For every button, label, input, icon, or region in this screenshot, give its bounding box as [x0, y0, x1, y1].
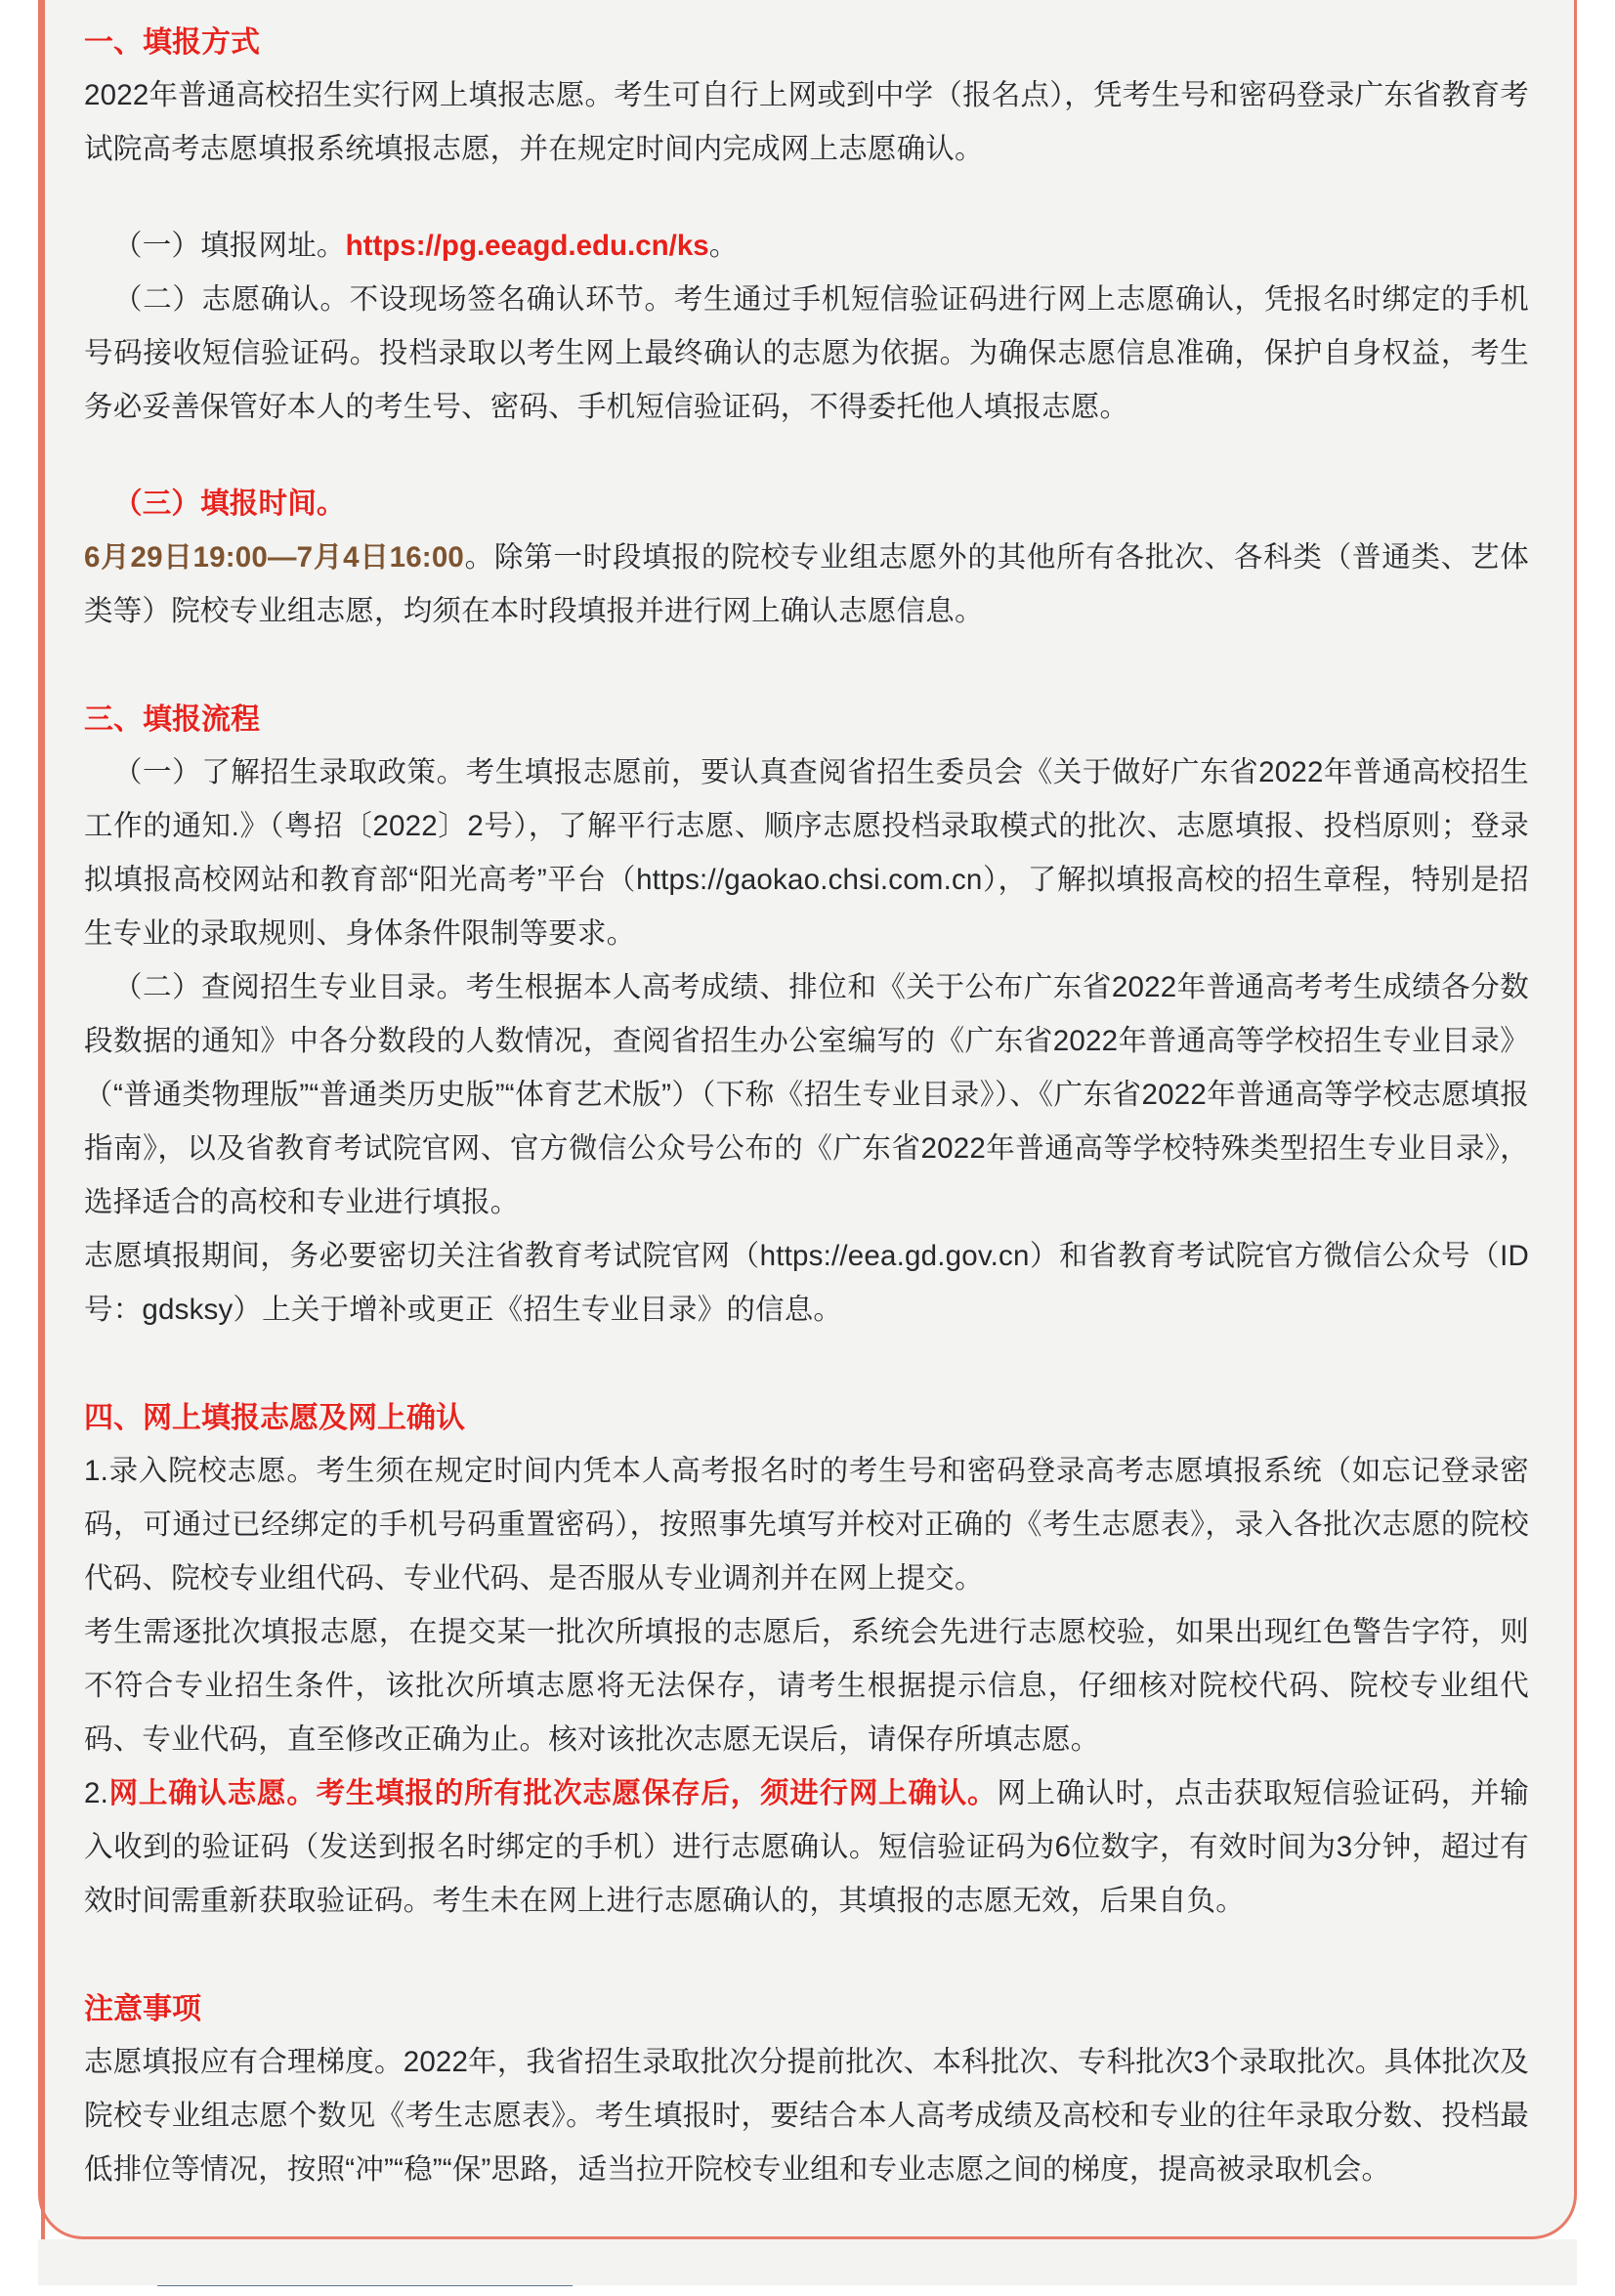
paragraph-volunteer-confirm: [84, 273, 1529, 434]
text-run: 志愿填报应有合理梯度。2022年，我省招生录取批次分提前批次、本科批次、专科批次3个录取批次。具体批次及院校专业组志愿个数见《考生志愿表》。考生填报时，要结合本人高考成绩及高校和专业的往年录取分数、投档最低排位等情况，按照“冲”“稳”“保”思路，适当拉开院校专业组和专业志愿之间的梯度，提高被录取机会。: [84, 2046, 1529, 2186]
paragraph-filing-time-heading: [84, 477, 1529, 531]
paragraph-intro: [84, 68, 1529, 176]
article-card: [38, 0, 1577, 2239]
text-run: 6月29日19:00—7月4日16:00: [84, 541, 465, 574]
text-run: 2022年普通高校招生实行网上填报志愿。考生可自行上网或到中学（报名点），凭考生号和密码登录广东省教育考试院高考志愿填报系统填报志愿，并在规定时间内完成网上志愿确认。: [84, 79, 1529, 165]
paragraph-official-site: [84, 1229, 1529, 1337]
article-content: [41, 0, 1580, 2296]
text-run: （三）填报时间。: [113, 488, 346, 520]
text-run: （一）填报网址。: [113, 230, 346, 262]
section-heading-one: 一、填报方式: [84, 26, 260, 59]
paragraph-batch-validation: [84, 1605, 1529, 1766]
spacer: [84, 638, 1529, 695]
bottom-strip: [38, 2239, 1577, 2285]
text-run: 1.录入院校志愿。考生须在规定时间内凭本人高考报名时的考生号和密码登录高考志愿填报系统（如忘记登录密码，可通过已经绑定的手机号码重置密码），按照事先填写并校对正确的《考生志愿表》，录入各批次志愿的院校代码、院校专业组代码、专业代码、是否服从专业调剂并在网上提交。: [84, 1455, 1529, 1594]
text-run: 考生需逐批次填报志愿，在提交某一批次所填报的志愿后，系统会先进行志愿校验，如果出现红色警告字符，则不符合专业招生条件，该批次所填志愿将无法保存，请考生根据提示信息，仔细核对院校代码、院校专业组代码、专业代码，直至修改正确为止。核对该批次志愿无误后，请保存所填志愿。: [84, 1616, 1529, 1756]
paragraph-catalog: [84, 960, 1529, 1229]
text-run: 志愿填报期间，务必要密切关注省教育考试院官网（https://eea.gd.gov.cn）和省教育考试院官方微信公众号（ID号：gdsksy）上关于增补或更正《招生专业目录》的信息。: [84, 1240, 1529, 1326]
section-heading-three: 三、填报流程: [84, 703, 260, 736]
paragraph-filing-time-detail: [84, 531, 1529, 638]
text-run: 网上确认志愿。考生填报的所有批次志愿保存后，须进行网上确认。: [108, 1777, 998, 1809]
spacer: [84, 434, 1529, 477]
text-run: 。: [708, 230, 739, 262]
paragraph-filing-url: [84, 219, 1529, 273]
section-heading-four: 四、网上填报志愿及网上确认: [84, 1402, 465, 1434]
text-run: 2.: [84, 1777, 109, 1809]
paragraph-online-confirm: [84, 1766, 1529, 1928]
spacer: [84, 176, 1529, 219]
text-run: https://pg.eeagd.edu.cn/ks: [345, 230, 709, 262]
paragraph-enter-choices: [84, 1444, 1529, 1605]
text-run: （一）了解招生录取政策。考生填报志愿前，要认真查阅省招生委员会《关于做好广东省2022年普通高校招生工作的通知.》（粤招〔2022〕2号），了解平行志愿、顺序志愿投档录取模式的批次、志愿填报、投档原则；登录拟填报高校网站和教育部“阳光高考”平台（https://gaokao.chsi.com.cn），了解拟填报高校的招生章程，特别是招生专业的录取规则、身体条件限制等要求。: [84, 756, 1529, 950]
paragraph-policy: [84, 745, 1529, 960]
paragraph-notes: [84, 2035, 1529, 2196]
spacer: [84, 1928, 1529, 1984]
text-run: （二）志愿确认。不设现场签名确认环节。考生通过手机短信验证码进行网上志愿确认，凭报名时绑定的手机号码接收短信验证码。投档录取以考生网上最终确认的志愿为依据。为确保志愿信息准确，保护自身权益，考生务必妥善保管好本人的考生号、密码、手机短信验证码，不得委托他人填报志愿。: [84, 283, 1529, 423]
text-run: （二）查阅招生专业目录。考生根据本人高考成绩、排位和《关于公布广东省2022年普通高考考生成绩各分数段数据的通知》中各分数段的人数情况，查阅省招生办公室编写的《广东省2022年普通高等学校招生专业目录》（“普通类物理版”“普通类历史版”“体育艺术版”）（下称《招生专业目录》）、《广东省2022年普通高等学校志愿填报指南》，以及省教育考试院官网、官方微信公众号公布的《广东省2022年普通高等学校特殊类型招生专业目录》，选择适合的高校和专业进行填报。: [84, 971, 1529, 1218]
text-run: 。除第一时段填报的院校专业组志愿外的其他所有各批次、各科类（普通类、艺体类等）院校专业组志愿，均须在本时段填报并进行网上确认志愿信息。: [84, 541, 1529, 627]
section-heading-notes: 注意事项: [84, 1993, 201, 2025]
text-run: 网上确认时，点击获取短信验证码，并输入收到的验证码（发送到报名时绑定的手机）进行志愿确认。短信验证码为6位数字，有效时间为3分钟，超过有效时间需重新获取验证码。考生未在网上进行志愿确认的，其填报的志愿无效，后果自负。: [84, 1777, 1529, 1917]
spacer: [84, 1337, 1529, 1393]
